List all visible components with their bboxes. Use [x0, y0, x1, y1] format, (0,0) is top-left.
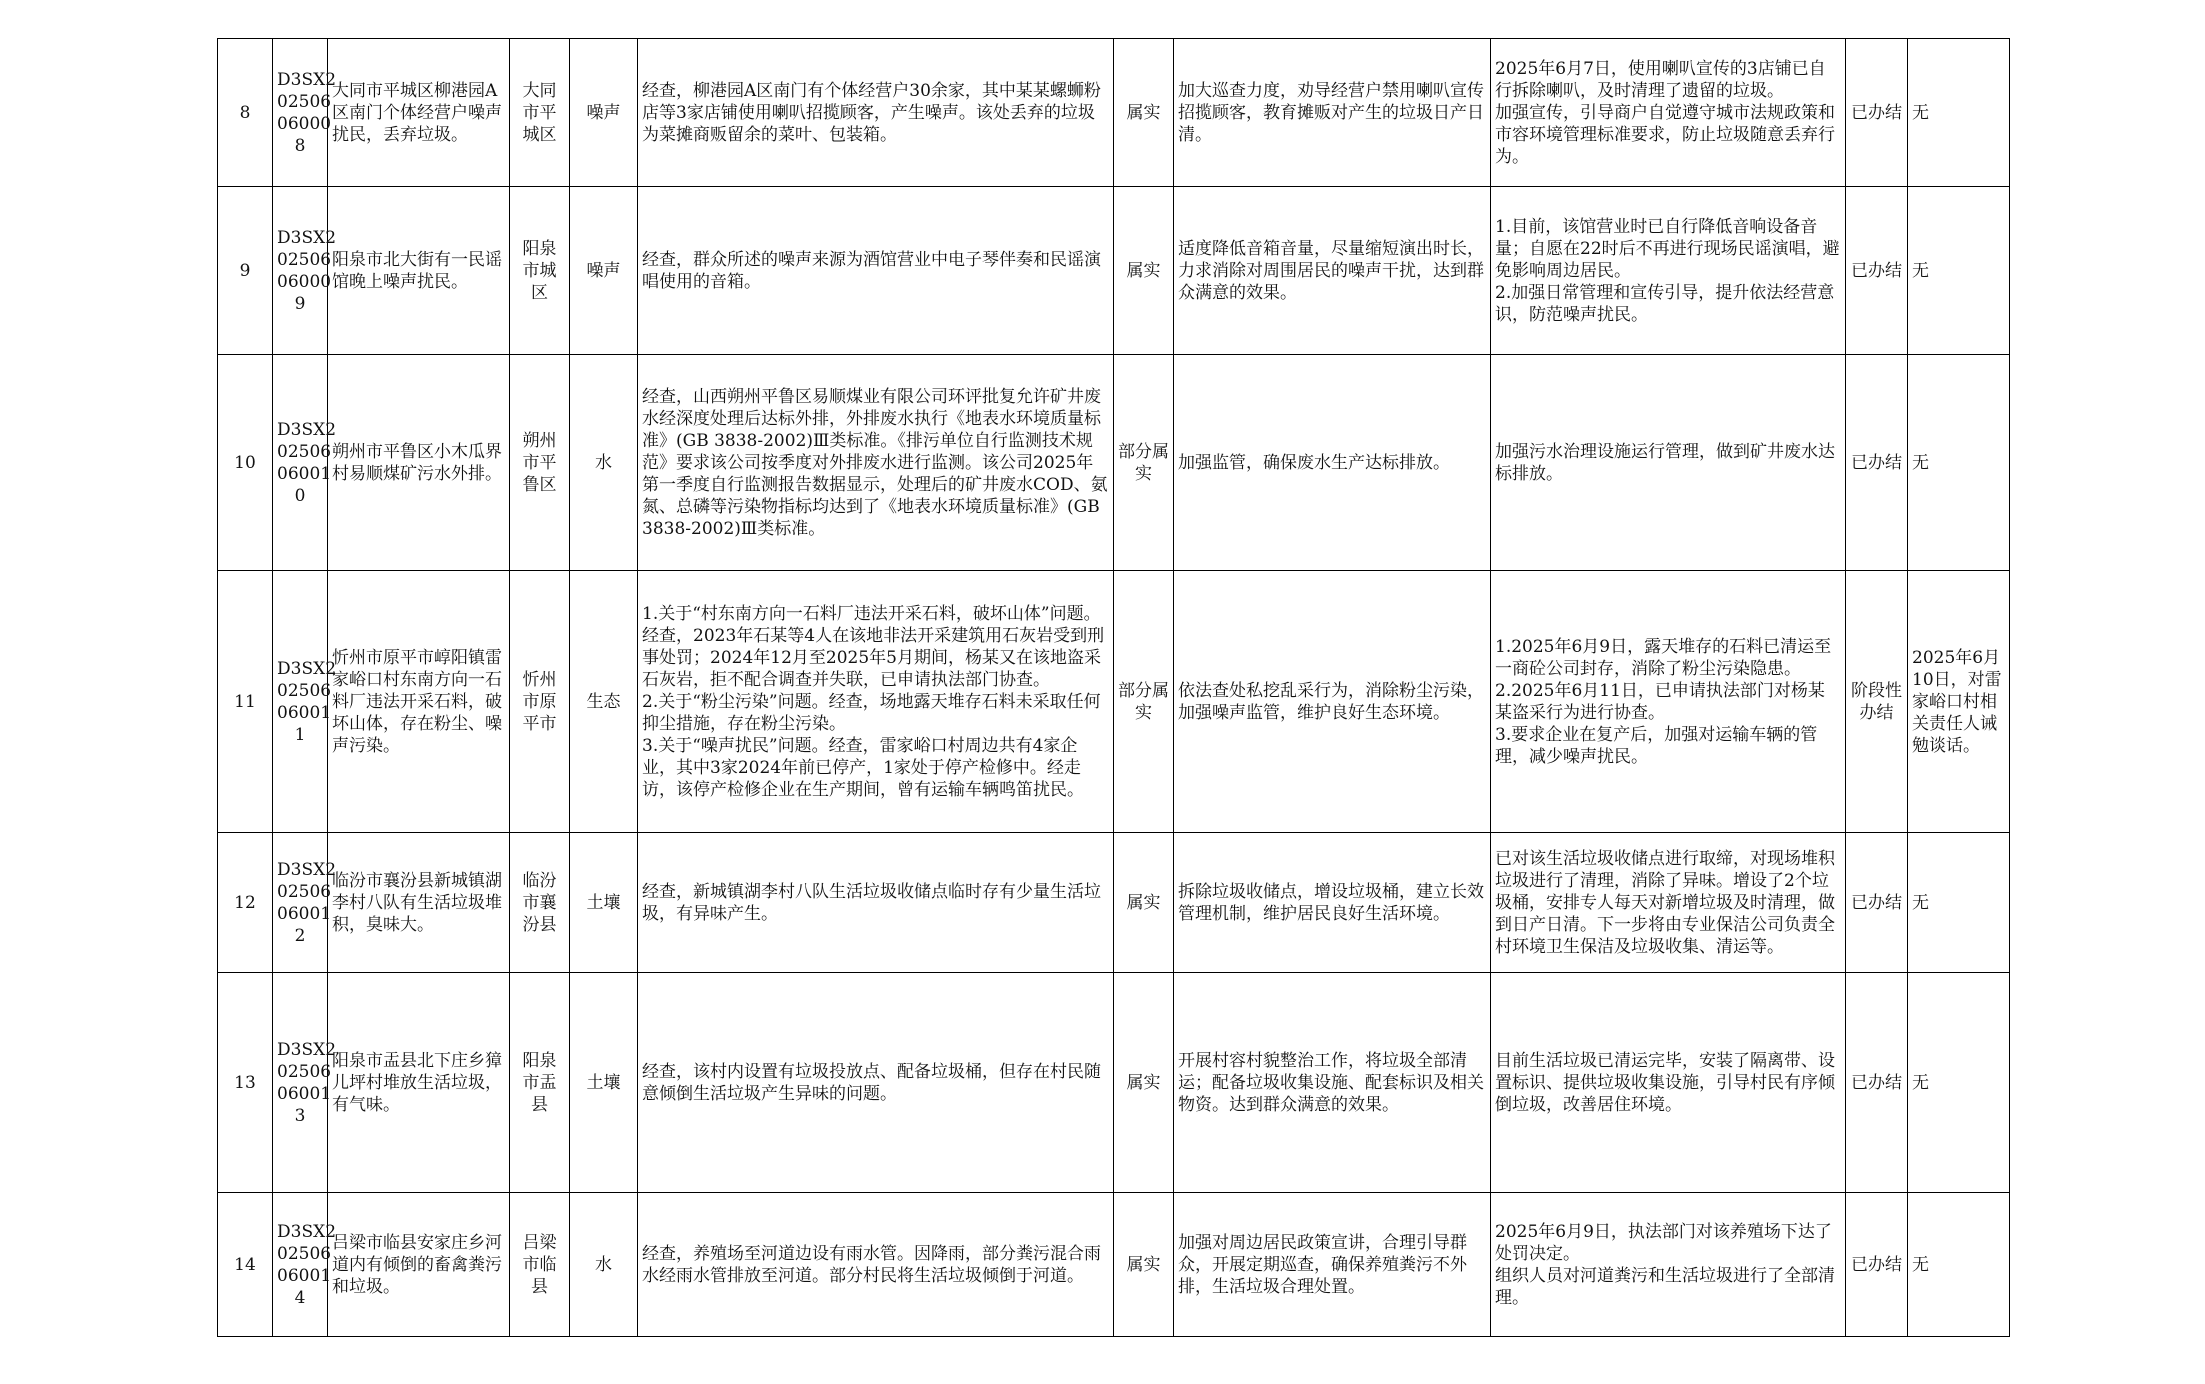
verdict: 部分属 实	[1114, 355, 1174, 571]
complaint-issue: 阳泉市盂县北下庄乡獐儿坪村堆放生活垃圾，有气味。	[328, 973, 510, 1193]
pollution-type: 土壤	[570, 973, 638, 1193]
row-number: 13	[218, 973, 273, 1193]
accountability: 2025年6月10日，对雷家峪口村相关责任人诫勉谈话。	[1908, 571, 2010, 833]
region: 大同 市平 城区	[510, 39, 570, 187]
table-row	[218, 187, 2010, 355]
verdict: 部分属 实	[1114, 571, 1174, 833]
rectification-progress: 已对该生活垃圾收储点进行取缔，对现场堆积垃圾进行了清理，消除了异味。增设了2个垃圾桶，安排专人每天对新增垃圾及时清理，做到日产日清。下一步将由专业保洁公司负责全村环境卫生保洁及垃圾收集、清运等。	[1491, 833, 1846, 973]
status: 已办结	[1846, 39, 1908, 187]
investigation-finding: 1.关于“村东南方向一石料厂违法开采石料，破坏山体”问题。经查，2023年石某等4人在该地非法开采建筑用石灰岩受到刑事处罚；2024年12月至2025年5月期间，杨某又在该地盗采石灰岩，拒不配合调查并失联，已申请执法部门协查。 2.关于“粉尘污染”问题。经查，场地露天堆存石料未采取任何抑尘措施，存在粉尘污染。 3.关于“噪声扰民”问题。经查，雷家峪口村周边共有4家企业，其中3家2024年前已停产，1家处于停产检修中。经走访，该停产检修企业在生产期间，曾有运输车辆鸣笛扰民。	[638, 571, 1114, 833]
pollution-type: 生态	[570, 571, 638, 833]
row-number: 14	[218, 1193, 273, 1337]
handling-measure: 适度降低音箱音量，尽量缩短演出时长，力求消除对周围居民的噪声干扰，达到群众满意的效果。	[1174, 187, 1491, 355]
investigation-finding: 经查，新城镇湖李村八队生活垃圾收储点临时存有少量生活垃圾，有异味产生。	[638, 833, 1114, 973]
verdict: 属实	[1114, 39, 1174, 187]
status: 阶段性 办结	[1846, 571, 1908, 833]
case-code: D3SX2 02506 06001 2	[273, 833, 328, 973]
rectification-progress: 加强污水治理设施运行管理，做到矿井废水达标排放。	[1491, 355, 1846, 571]
status: 已办结	[1846, 187, 1908, 355]
pollution-type: 土壤	[570, 833, 638, 973]
complaint-issue: 阳泉市北大街有一民谣馆晚上噪声扰民。	[328, 187, 510, 355]
row-number: 10	[218, 355, 273, 571]
verdict: 属实	[1114, 187, 1174, 355]
complaint-issue: 朔州市平鲁区小木瓜界村易顺煤矿污水外排。	[328, 355, 510, 571]
handling-measure: 拆除垃圾收储点，增设垃圾桶，建立长效管理机制，维护居民良好生活环境。	[1174, 833, 1491, 973]
region: 吕梁 市临 县	[510, 1193, 570, 1337]
table-row	[218, 833, 2010, 973]
investigation-finding: 经查，山西朔州平鲁区易顺煤业有限公司环评批复允许矿井废水经深度处理后达标外排，外排废水执行《地表水环境质量标准》(GB 3838-2002)Ⅲ类标准。《排污单位自行监测技术规范》要求该公司按季度对外排废水进行监测。该公司2025年第一季度自行监测报告数据显示，处理后的矿井废水COD、氨氮、总磷等污染物指标均达到了《地表水环境质量标准》(GB 3838-2002)Ⅲ类标准。	[638, 355, 1114, 571]
accountability: 无	[1908, 355, 2010, 571]
status: 已办结	[1846, 973, 1908, 1193]
table-row	[218, 355, 2010, 571]
row-number: 12	[218, 833, 273, 973]
rectification-progress: 2025年6月7日，使用喇叭宣传的3店铺已自行拆除喇叭，及时清理了遗留的垃圾。 加强宣传，引导商户自觉遵守城市法规政策和市容环境管理标准要求，防止垃圾随意丢弃行为。	[1491, 39, 1846, 187]
case-code: D3SX2 02506 06001 4	[273, 1193, 328, 1337]
status: 已办结	[1846, 355, 1908, 571]
table-row	[218, 973, 2010, 1193]
rectification-progress: 1.目前，该馆营业时已自行降低音响设备音量；自愿在22时后不再进行现场民谣演唱，避免影响周边居民。 2.加强日常管理和宣传引导，提升依法经营意识，防范噪声扰民。	[1491, 187, 1846, 355]
case-code: D3SX2 02506 06001 0	[273, 355, 328, 571]
accountability: 无	[1908, 1193, 2010, 1337]
complaint-issue: 临汾市襄汾县新城镇湖李村八队有生活垃圾堆积，臭味大。	[328, 833, 510, 973]
pollution-type: 水	[570, 1193, 638, 1337]
accountability: 无	[1908, 39, 2010, 187]
pollution-type: 水	[570, 355, 638, 571]
region: 阳泉 市城 区	[510, 187, 570, 355]
accountability: 无	[1908, 833, 2010, 973]
rectification-progress: 1.2025年6月9日，露天堆存的石料已清运至一商砼公司封存，消除了粉尘污染隐患。 2.2025年6月11日，已申请执法部门对杨某某盗采行为进行协查。 3.要求企业在复产后，加强对运输车辆的管理，减少噪声扰民。	[1491, 571, 1846, 833]
investigation-finding: 经查，养殖场至河道边设有雨水管。因降雨，部分粪污混合雨水经雨水管排放至河道。部分村民将生活垃圾倾倒于河道。	[638, 1193, 1114, 1337]
accountability: 无	[1908, 187, 2010, 355]
table-row	[218, 571, 2010, 833]
region: 临汾 市襄 汾县	[510, 833, 570, 973]
complaint-issue: 忻州市原平市崞阳镇雷家峪口村东南方向一石料厂违法开采石料，破坏山体，存在粉尘、噪声污染。	[328, 571, 510, 833]
handling-measure: 加强对周边居民政策宣讲，合理引导群众，开展定期巡查，确保养殖粪污不外排，生活垃圾合理处置。	[1174, 1193, 1491, 1337]
region: 朔州 市平 鲁区	[510, 355, 570, 571]
complaint-issue: 大同市平城区柳港园A区南门个体经营户噪声扰民，丢弃垃圾。	[328, 39, 510, 187]
accountability: 无	[1908, 973, 2010, 1193]
status: 已办结	[1846, 833, 1908, 973]
case-code: D3SX2 02506 06000 8	[273, 39, 328, 187]
handling-measure: 依法查处私挖乱采行为，消除粉尘污染，加强噪声监管，维护良好生态环境。	[1174, 571, 1491, 833]
row-number: 11	[218, 571, 273, 833]
investigation-finding: 经查，该村内设置有垃圾投放点、配备垃圾桶，但存在村民随意倾倒生活垃圾产生异味的问题。	[638, 973, 1114, 1193]
verdict: 属实	[1114, 833, 1174, 973]
complaint-table	[217, 38, 2010, 1337]
handling-measure: 加大巡查力度，劝导经营户禁用喇叭宣传招揽顾客，教育摊贩对产生的垃圾日产日清。	[1174, 39, 1491, 187]
case-code: D3SX2 02506 06001 3	[273, 973, 328, 1193]
handling-measure: 开展村容村貌整治工作，将垃圾全部清运；配备垃圾收集设施、配套标识及相关物资。达到群众满意的效果。	[1174, 973, 1491, 1193]
status: 已办结	[1846, 1193, 1908, 1337]
complaint-issue: 吕梁市临县安家庄乡河道内有倾倒的畜禽粪污和垃圾。	[328, 1193, 510, 1337]
case-code: D3SX2 02506 06001 1	[273, 571, 328, 833]
investigation-finding: 经查，群众所述的噪声来源为酒馆营业中电子琴伴奏和民谣演唱使用的音箱。	[638, 187, 1114, 355]
verdict: 属实	[1114, 973, 1174, 1193]
pollution-type: 噪声	[570, 39, 638, 187]
rectification-progress: 目前生活垃圾已清运完毕，安装了隔离带、设置标识、提供垃圾收集设施，引导村民有序倾倒垃圾，改善居住环境。	[1491, 973, 1846, 1193]
region: 忻州 市原 平市	[510, 571, 570, 833]
investigation-finding: 经查，柳港园A区南门有个体经营户30余家，其中某某螺蛳粉店等3家店铺使用喇叭招揽顾客，产生噪声。该处丢弃的垃圾为菜摊商贩留余的菜叶、包装箱。	[638, 39, 1114, 187]
table-row	[218, 1193, 2010, 1337]
pollution-type: 噪声	[570, 187, 638, 355]
verdict: 属实	[1114, 1193, 1174, 1337]
case-code: D3SX2 02506 06000 9	[273, 187, 328, 355]
row-number: 8	[218, 39, 273, 187]
region: 阳泉 市盂 县	[510, 973, 570, 1193]
handling-measure: 加强监管，确保废水生产达标排放。	[1174, 355, 1491, 571]
rectification-progress: 2025年6月9日，执法部门对该养殖场下达了处罚决定。 组织人员对河道粪污和生活垃圾进行了全部清理。	[1491, 1193, 1846, 1337]
row-number: 9	[218, 187, 273, 355]
table-row	[218, 39, 2010, 187]
